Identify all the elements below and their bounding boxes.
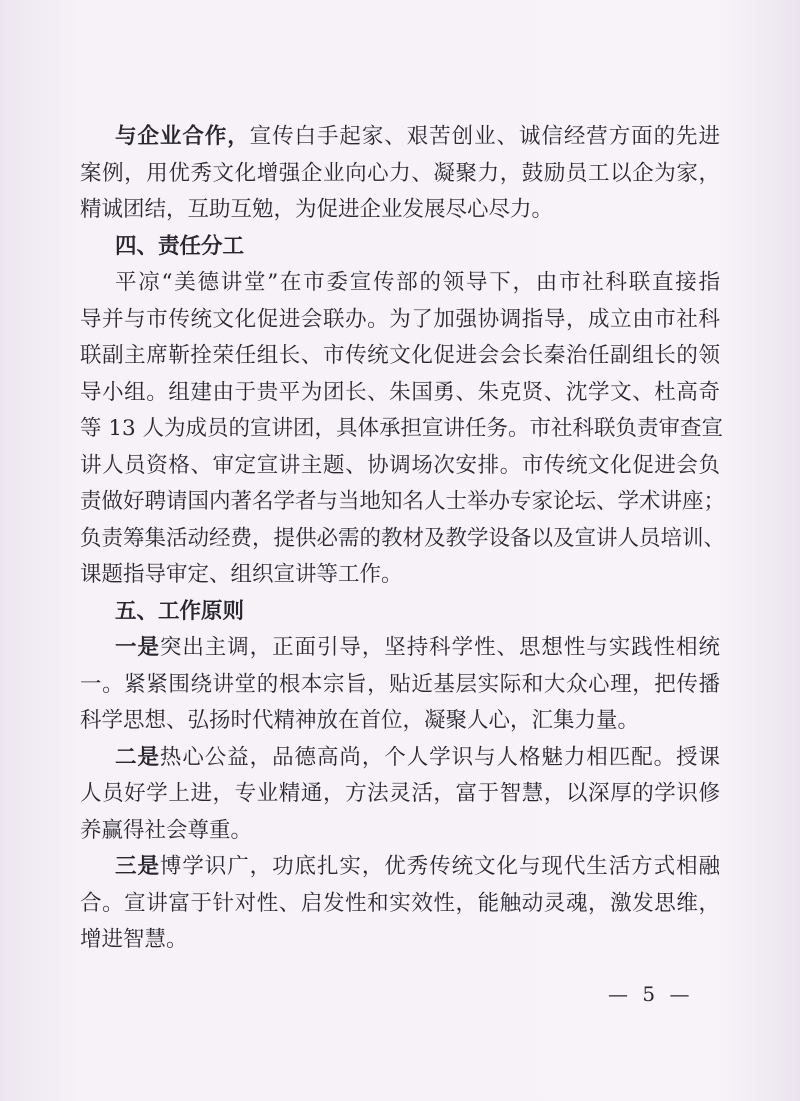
line-text: 课题指导审定、组织宣讲等工作。	[80, 562, 403, 587]
text-line	[80, 192, 720, 229]
text-line	[80, 302, 720, 339]
text-line	[80, 521, 726, 558]
section-heading: 五、工作原则	[115, 598, 245, 624]
line-text: 等 13 人为成员的宣讲团，具体承担宣讲任务。市社科联负责审查宣	[80, 416, 724, 441]
text-line	[80, 484, 726, 521]
section-heading: 四、责任分工	[115, 233, 245, 259]
line-text: 责做好聘请国内著名学者与当地知名人士举办专家论坛、学术讲座；	[80, 489, 726, 514]
text-line	[80, 813, 720, 850]
text-line	[80, 922, 720, 959]
text-line	[80, 265, 720, 302]
lead-phrase: 三是	[115, 854, 160, 879]
body-text	[80, 119, 726, 959]
text-line	[80, 594, 720, 631]
line-text: 平凉“美德讲堂”在市委宣传部的领导下，由市社科联直接指	[115, 270, 720, 295]
line-text: 案例，用优秀文化增强企业向心力、凝聚力，鼓励员工以企为家，	[80, 160, 720, 186]
line-text: 一。紧紧围绕讲堂的根本宗旨，贴近基层实际和大众心理，把传播	[80, 671, 720, 697]
text-line	[80, 338, 720, 375]
lead-phrase: 一是	[115, 635, 160, 660]
line-text: 联副主席靳拴荣任组长、市传统文化促进会会长秦治任副组长的领	[80, 343, 720, 368]
lead-phrase: 与企业合作，	[115, 124, 250, 149]
line-text: 热心公益，品德高尚，个人学识与人格魅力相匹配。授课	[159, 744, 720, 770]
line-text: 养赢得社会尊重。	[80, 817, 253, 843]
line-text: 合。宣讲富于针对性、启发性和实效性，能触动灵魂，激发思维，	[80, 890, 720, 916]
line-text: 宣传白手起家、艰苦创业、诚信经营方面的先进	[249, 124, 720, 149]
line-text: 导小组。组建由于贵平为团长、朱国勇、朱克贤、沈学文、杜高奇	[80, 379, 720, 405]
text-line	[80, 740, 720, 777]
line-text: 导并与市传统文化促进会联办。为了加强协调指导，成立由市社科	[80, 306, 720, 332]
text-line	[80, 849, 720, 886]
text-line	[80, 119, 720, 156]
text-line	[80, 411, 724, 448]
text-line	[80, 630, 720, 667]
line-text: 负责筹集活动经费，提供必需的教材及教学设备以及宣讲人员培训、	[80, 525, 726, 551]
lead-phrase: 二是	[115, 744, 160, 770]
line-text: 精诚团结，互助互勉，为促进企业发展尽心尽力。	[80, 197, 554, 222]
line-text: 人员好学上进，专业精通，方法灵活，富于智慧，以深厚的学识修	[80, 781, 720, 806]
line-text: 突出主调，正面引导，坚持科学性、思想性与实践性相统	[159, 635, 720, 660]
text-line	[80, 156, 720, 193]
text-line	[80, 667, 720, 704]
text-line	[80, 229, 720, 266]
line-text: 科学思想、弘扬时代精神放在首位，凝聚人心，汇集力量。	[80, 708, 640, 733]
text-line	[80, 776, 720, 813]
text-line	[80, 557, 720, 594]
line-text: 增进智慧。	[80, 927, 188, 952]
text-line	[80, 886, 720, 923]
text-line	[80, 703, 720, 740]
line-text: 博学识广，功底扎实，优秀传统文化与现代生活方式相融	[159, 854, 720, 879]
text-line	[80, 375, 720, 412]
text-line	[80, 448, 720, 485]
page-number: — 5 —	[608, 982, 694, 1006]
line-text: 讲人员资格、审定宣讲主题、协调场次安排。市传统文化促进会负	[80, 452, 720, 478]
